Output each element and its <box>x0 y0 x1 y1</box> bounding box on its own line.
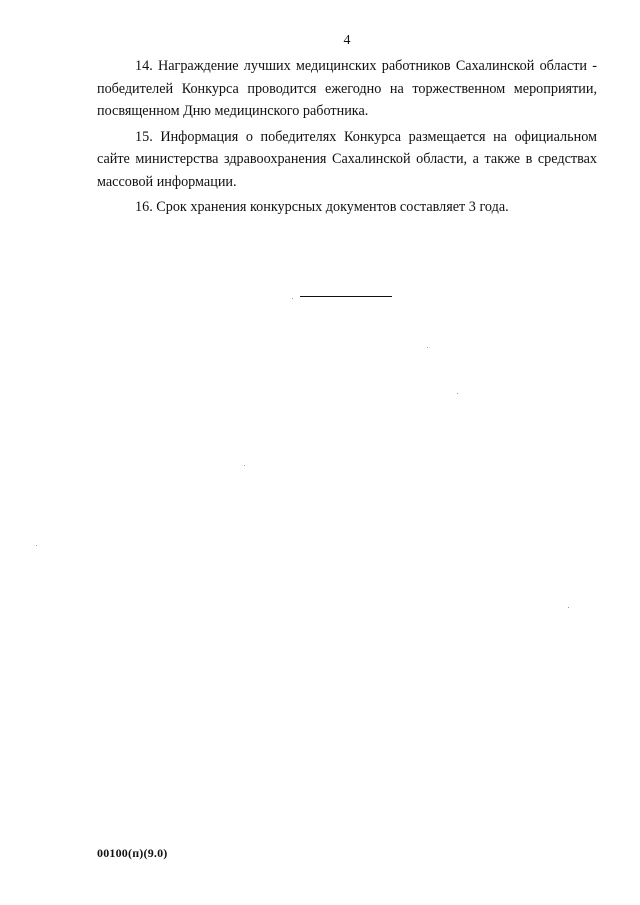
paragraph-15: 15. Информация о победителях Конкурса размещается на официальном сайте министерства здравоохранения Сахалинской области, а также в средствах массовой информации. <box>97 128 597 190</box>
scan-speck <box>292 298 293 299</box>
document-body <box>97 55 597 219</box>
scan-speck <box>36 545 37 546</box>
form-code: 00100(п)(9.0) <box>97 846 168 860</box>
page-number: 4 <box>343 33 351 48</box>
scan-speck <box>457 393 458 394</box>
paragraph-16: 16. Срок хранения конкурсных документов составляет 3 года. <box>135 199 509 215</box>
paragraph-14: 14. Награждение лучших медицинских работников Сахалинской области - победителей Конкурса проводится ежегодно на торжественном мероприятии, посвященном Дню медицинского работника. <box>97 58 597 119</box>
end-separator-line <box>300 296 392 297</box>
scan-speck <box>568 607 569 608</box>
scan-speck <box>244 465 245 466</box>
scan-speck <box>427 347 428 348</box>
